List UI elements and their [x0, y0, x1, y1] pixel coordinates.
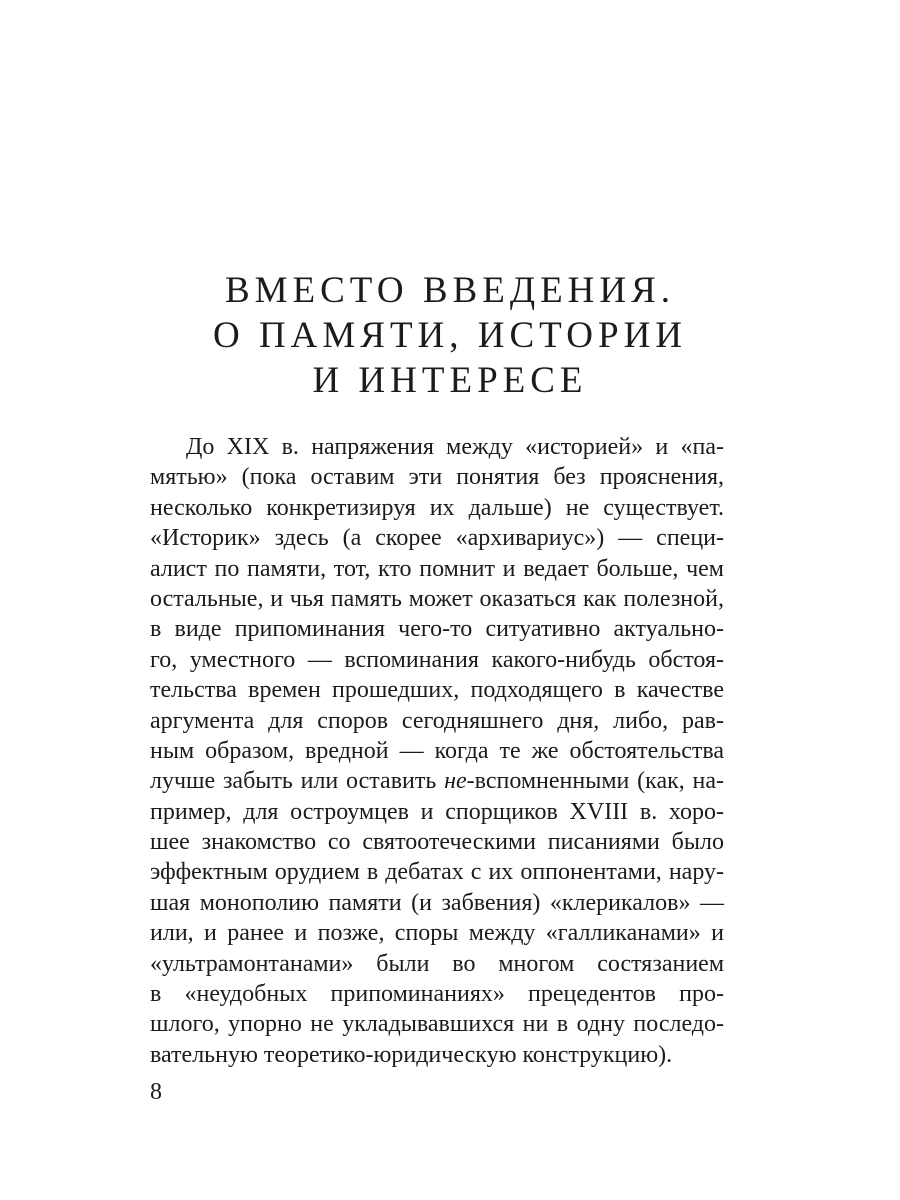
text-segment: -вспомненными (как, на-: [466, 768, 724, 795]
text-line: вательную теоретико-юридическую конструкцию).: [150, 1041, 673, 1068]
body-paragraph: [150, 432, 724, 1070]
text-line: остальные, и чья память может оказаться как полезной,: [150, 585, 724, 612]
text-line: шее знакомство со святоотеческими писаниями было: [150, 829, 724, 856]
text-line: несколько конкретизируя их дальше) не существует.: [150, 494, 724, 521]
text-segment: лучше забыть или оставить: [150, 768, 445, 795]
text-line: или, и ранее и позже, споры между «галликанами» и: [150, 920, 724, 947]
chapter-title-line: И ИНТЕРЕСЕ: [312, 360, 588, 401]
chapter-title-line: О ПАМЯТИ, ИСТОРИИ: [212, 315, 688, 356]
text-line: тельства времен прошедших, подходящего в качестве: [150, 677, 724, 704]
text-line: мятью» (пока оставим эти понятия без прояснения,: [150, 464, 724, 491]
chapter-title: [150, 268, 750, 403]
text-line: шая монополию памяти (и забвения) «клерикалов» —: [150, 889, 724, 916]
text-line: пример, для остроумцев и спорщиков XVIII в. хоро-: [150, 798, 724, 825]
text-line: аргумента для споров сегодняшнего дня, либо, рав-: [150, 707, 724, 734]
text-line: До XIX в. напряжения между «историей» и «па-: [186, 434, 724, 460]
text-line: шлого, упорно не укладывавшихся ни в одну последо-: [150, 1011, 724, 1038]
emphasized-text: не: [444, 768, 467, 795]
text-line: го, уместного — вспоминания какого-нибудь обстоя-: [150, 646, 724, 673]
text-line-with-emphasis: [150, 766, 724, 796]
text-line: алист по памяти, тот, кто помнит и ведает больше, чем: [150, 555, 724, 582]
text-line: эффектным орудием в дебатах с их оппонентами, нару-: [150, 859, 724, 886]
text-line: ным образом, вредной — когда те же обстоятельства: [150, 737, 724, 764]
page-number: 8: [150, 1079, 162, 1105]
chapter-title-line: ВМЕСТО ВВЕДЕНИЯ.: [224, 270, 676, 311]
text-line: «ультрамонтанами» были во многом состязанием: [150, 950, 724, 977]
text-line: в «неудобных припоминаниях» прецедентов про-: [150, 981, 724, 1008]
text-line: в виде припоминания чего-то ситуативно актуально-: [150, 616, 724, 643]
text-line: «Историк» здесь (а скорее «архивариус») — специ-: [150, 525, 724, 552]
